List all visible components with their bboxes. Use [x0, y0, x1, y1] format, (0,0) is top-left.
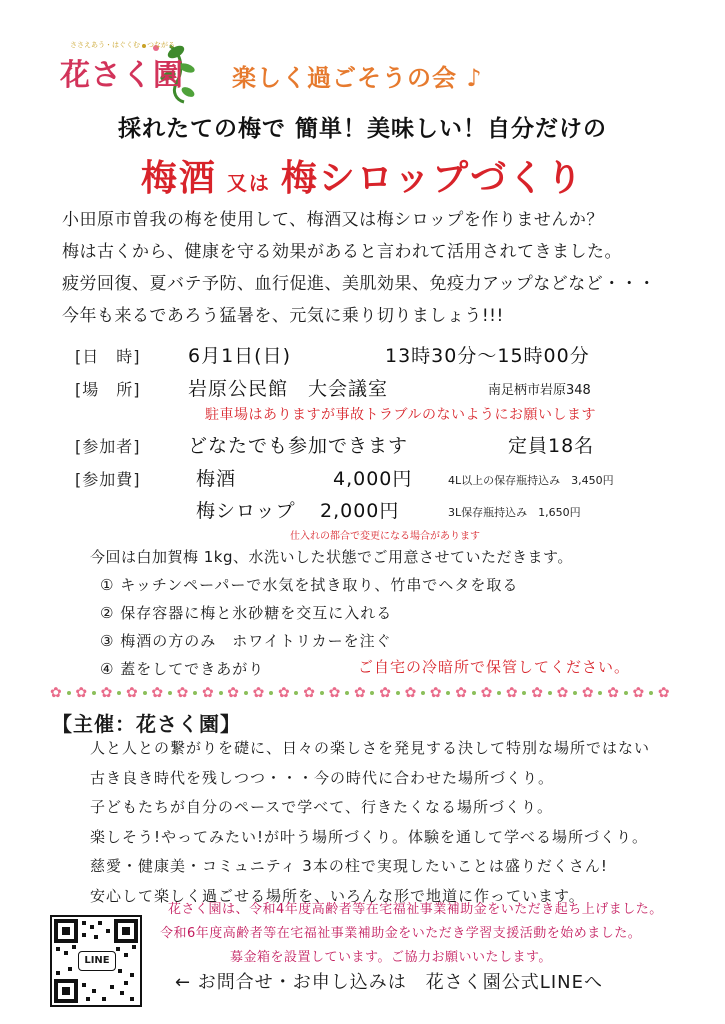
flower-icon: ✿ — [657, 685, 670, 701]
title-part1: 梅酒 — [140, 158, 217, 199]
leaf-dot-icon — [573, 691, 577, 695]
time-value: 13時30分～15時00分 — [385, 345, 590, 367]
contact-line: ← お問合せ・お申し込みは 花さく園公式LINEへ — [175, 972, 603, 993]
storage-note: ご自宅の冷暗所で保管してください。 — [358, 658, 631, 676]
flower-icon: ✿ — [480, 685, 493, 701]
leaf-dot-icon — [421, 691, 425, 695]
organizer-line: 慈愛・健康美・コミュニティ 3本の柱で実現したいことは盛りだくさん! — [90, 857, 608, 875]
flower-icon: ✿ — [303, 685, 316, 701]
flower-icon: ✿ — [379, 685, 391, 701]
logo-name: 花さく園 — [60, 58, 184, 93]
flower-icon: ✿ — [328, 685, 341, 701]
place-address: 南足柄市岩原348 — [488, 383, 591, 398]
series-title: 楽しく過ごそうの会 ♪ — [232, 64, 483, 92]
leaf-dot-icon — [67, 691, 71, 695]
title-or: 又は — [226, 171, 271, 195]
organizer-line: 楽しそう!やってみたい!が叶う場所づくり。体験を通して学べる場所づくり。 — [90, 827, 649, 846]
flower-icon: ✿ — [607, 685, 619, 701]
leaf-dot-icon — [472, 691, 476, 695]
intro-line: 疲労回復、夏バテ予防、血行促進、美肌効果、免疫力アップなどなど・・・ — [62, 274, 656, 294]
leaf-dot-icon — [244, 691, 248, 695]
flower-icon: ✿ — [50, 685, 62, 701]
fee-label: [参加費] — [75, 470, 141, 489]
leaf-dot-icon — [320, 691, 324, 695]
line-qr-code[interactable] — [50, 915, 142, 1007]
flower-icon: ✿ — [227, 685, 240, 701]
qr-line-label: LINE — [78, 951, 116, 971]
intro-line: 梅は古くから、健康を守る効果があると言われて活用されてきました。 — [62, 242, 622, 262]
flower-icon: ✿ — [125, 685, 138, 701]
organizer-line: 古き良き時代を残しつつ・・・今の時代に合わせた場所づくり。 — [90, 768, 555, 787]
leaf-dot-icon — [219, 691, 223, 695]
leaf-dot-icon — [117, 691, 121, 695]
fee1-price: 4,000円 — [333, 468, 413, 490]
flower-icon: ✿ — [556, 685, 569, 701]
prep-step: ② 保存容器に梅と氷砂糖を交互に入れる — [100, 604, 393, 622]
leaf-dot-icon — [522, 691, 526, 695]
event-title — [0, 150, 725, 201]
place-value: 岩原公民館 大会議室 — [188, 378, 389, 400]
leaf-dot-icon — [446, 691, 450, 695]
prep-step: ① キッチンペーパーで水気を拭き取り、竹串でヘタを取る — [100, 576, 519, 594]
leaf-dot-icon — [396, 691, 400, 695]
funding-note-1: 花さく園は、令和4年度高齢者等在宅福祉事業補助金をいただき起ち上げました。 — [168, 902, 663, 917]
title-part2: 梅シロップづくり — [280, 158, 585, 199]
organizer-line: 人と人との繋がりを礎に、日々の楽しさを発見する決して特別な場所ではない — [90, 739, 651, 757]
date-label: [日 時] — [75, 347, 141, 366]
fee2-note: 3L保存瓶持込み 1,650円 — [448, 506, 581, 519]
flower-icon: ✿ — [100, 685, 113, 701]
leaf-dot-icon — [370, 691, 374, 695]
fee1-name: 梅酒 — [196, 468, 237, 490]
participants-value: どなたでも参加できます — [188, 435, 409, 457]
flower-icon: ✿ — [353, 685, 366, 701]
fee1-note: 4L以上の保存瓶持込み 3,450円 — [448, 474, 614, 487]
organizer-body — [90, 734, 700, 911]
organizer-line: 子どもたちが自分のペースで学べて、行きたくなる場所づくり。 — [90, 798, 553, 816]
flower-icon: ✿ — [201, 685, 214, 701]
flower-icon: ✿ — [75, 685, 88, 701]
event-subtitle: 採れたての梅で 簡単！美味しい！自分だけの — [117, 116, 607, 142]
leaf-dot-icon — [193, 691, 197, 695]
funding-note-3: 募金箱を設置しています。ご協力お願いいたします。 — [230, 950, 552, 965]
parking-note: 駐車場はありますが事故トラブルのないようにお願いします — [205, 407, 596, 423]
flower-icon: ✿ — [277, 685, 290, 701]
capacity: 定員18名 — [508, 435, 595, 457]
flower-icon: ✿ — [531, 685, 543, 701]
organizer-line: 安心して楽しく過ごせる場所を、いろんな形で地道に作っています。 — [90, 886, 585, 905]
place-label: [場 所] — [75, 380, 141, 399]
logo-tagline: ささえあう・はぐくむ・つながる — [70, 41, 175, 49]
flower-icon: ✿ — [252, 685, 265, 701]
flower-icon: ✿ — [176, 685, 189, 701]
flower-divider — [50, 685, 670, 701]
leaf-dot-icon — [624, 691, 628, 695]
flower-icon: ✿ — [455, 685, 467, 701]
fee2-price: 2,000円 — [320, 500, 400, 522]
organizer-heading: 【主催：花さく園】 — [52, 712, 241, 736]
leaf-dot-icon — [345, 691, 349, 695]
intro-line: 小田原市曽我の梅を使用して、梅酒又は梅シロップを作りませんか？ — [62, 210, 604, 230]
participants-label: [参加者] — [75, 437, 141, 456]
fee-change-note: 仕入れの都合で変更になる場合があります — [290, 531, 480, 542]
fee2-name: 梅シロップ — [196, 500, 296, 522]
funding-note-2: 令和6年度高齢者等在宅福祉事業補助金をいただき学習支援活動を始めました。 — [160, 926, 642, 941]
leaf-dot-icon — [649, 691, 653, 695]
date-value: 6月1日(日) — [188, 345, 292, 367]
flower-icon: ✿ — [632, 685, 645, 701]
leaf-dot-icon — [92, 691, 96, 695]
leaf-dot-icon — [294, 691, 298, 695]
leaf-dot-icon — [269, 691, 273, 695]
intro-line: 今年も来るであろう猛暑を、元気に乗り切りましょう!!! — [62, 306, 504, 326]
leaf-dot-icon — [143, 691, 147, 695]
leaf-dot-icon — [497, 691, 501, 695]
leaf-dot-icon — [598, 691, 602, 695]
prep-step: ④ 蓋をしてできあがり — [100, 660, 265, 678]
intro-text — [62, 204, 702, 332]
flower-icon: ✿ — [581, 685, 594, 701]
prep-step: ③ 梅酒の方のみ ホワイトリカーを注ぐ — [100, 632, 392, 650]
flower-icon: ✿ — [505, 685, 518, 701]
flower-icon: ✿ — [151, 685, 164, 701]
leaf-dot-icon — [168, 691, 172, 695]
flower-icon: ✿ — [404, 685, 417, 701]
flower-icon: ✿ — [429, 685, 442, 701]
leaf-dot-icon — [548, 691, 552, 695]
prep-lead: 今回は白加賀梅 1kg、水洗いした状態でご用意させていただきます。 — [90, 548, 573, 566]
